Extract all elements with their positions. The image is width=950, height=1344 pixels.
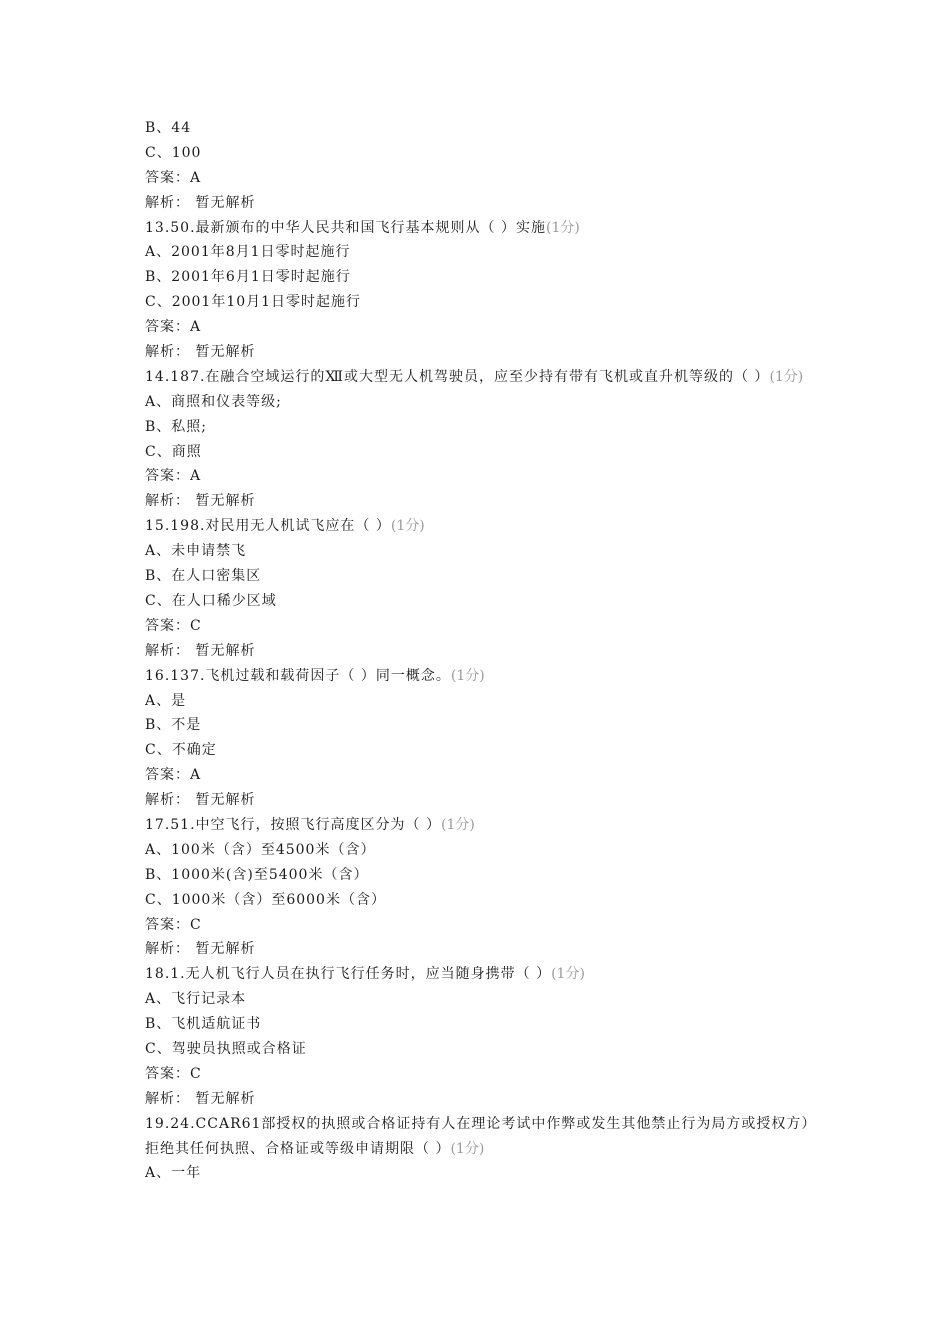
answer: 答案：A [145, 468, 202, 485]
score: (1分) [545, 219, 580, 236]
stem-text: 19.24.CCAR61部授权的执照或合格证持有人在理论考试中作弊或发生其他禁止行为局方或授权方）拒绝其任何执照、合格证或等级申请期限（ ） [145, 1115, 810, 1157]
option-a: A、是 [145, 692, 187, 709]
stem-text: 14.187.在融合空域运行的Ⅻ或大型无人机驾驶员，应至少持有带有飞机或直升机等级的（ ） [145, 368, 770, 385]
analysis: 解析： 暂无解析 [145, 194, 256, 211]
score: (1分) [450, 667, 485, 684]
analysis: 解析： 暂无解析 [145, 1090, 256, 1107]
score: (1分) [440, 816, 475, 833]
stem-text: 17.51.中空飞行，按照飞行高度区分为（ ） [145, 816, 441, 833]
question-stem [145, 962, 815, 987]
option-a: A、商照和仪表等级; [145, 393, 282, 410]
option-c: C、2001年10月1日零时起施行 [145, 294, 362, 311]
question-list [145, 116, 815, 1186]
stem-text: 18.1.无人机飞行人员在执行飞行任务时，应当随身携带（ ） [145, 966, 552, 983]
option-a: A、2001年8月1日零时起施行 [145, 244, 351, 261]
option-b: B、在人口密集区 [145, 568, 262, 585]
answer: 答案：C [145, 916, 202, 933]
answer: 答案：C [145, 1065, 202, 1082]
question-stem [145, 1112, 815, 1162]
analysis: 解析： 暂无解析 [145, 941, 256, 958]
score: (1分) [769, 368, 804, 385]
answer: 答案：C [145, 617, 202, 634]
analysis: 解析： 暂无解析 [145, 642, 256, 659]
option-a: A、100米（含）至4500米（含） [145, 841, 376, 858]
score: (1分) [450, 1140, 485, 1157]
option-c: C、驾驶员执照或合格证 [145, 1040, 307, 1057]
option-c: C、不确定 [145, 742, 217, 759]
answer: 答案：A [145, 319, 202, 336]
option-a: A、一年 [145, 1165, 202, 1182]
stem-text: 13.50.最新颁布的中华人民共和国飞行基本规则从（ ）实施 [145, 219, 546, 236]
option-c: C、在人口稀少区域 [145, 592, 277, 609]
option-b: B、44 [145, 120, 192, 136]
answer: 答案：A [145, 169, 202, 186]
option-b: B、飞机适航证书 [145, 1016, 262, 1033]
analysis: 解析： 暂无解析 [145, 493, 256, 510]
score: (1分) [390, 518, 425, 535]
score: (1分) [551, 966, 585, 983]
stem-text: 16.137.飞机过载和载荷因子（ ）同一概念。 [145, 667, 451, 684]
question-stem [145, 365, 815, 390]
option-b: B、1000米(含)至5400米（含） [145, 866, 369, 883]
question-stem [145, 813, 815, 838]
option-a: A、未申请禁飞 [145, 543, 247, 560]
answer: 答案：A [145, 767, 202, 784]
option-c: C、1000米（含）至6000米（含） [145, 891, 386, 908]
question-stem [145, 514, 815, 539]
analysis: 解析： 暂无解析 [145, 344, 256, 361]
option-b: B、不是 [145, 717, 202, 734]
option-b: B、2001年6月1日零时起施行 [145, 269, 351, 286]
option-c: C、商照 [145, 443, 202, 460]
question-stem [145, 216, 815, 241]
option-c: C、100 [145, 144, 202, 161]
option-a: A、飞行记录本 [145, 991, 247, 1008]
question-stem [145, 664, 815, 689]
stem-text: 15.198.对民用无人机试飞应在（ ） [145, 518, 391, 535]
analysis: 解析： 暂无解析 [145, 792, 256, 809]
option-b: B、私照; [145, 418, 208, 435]
